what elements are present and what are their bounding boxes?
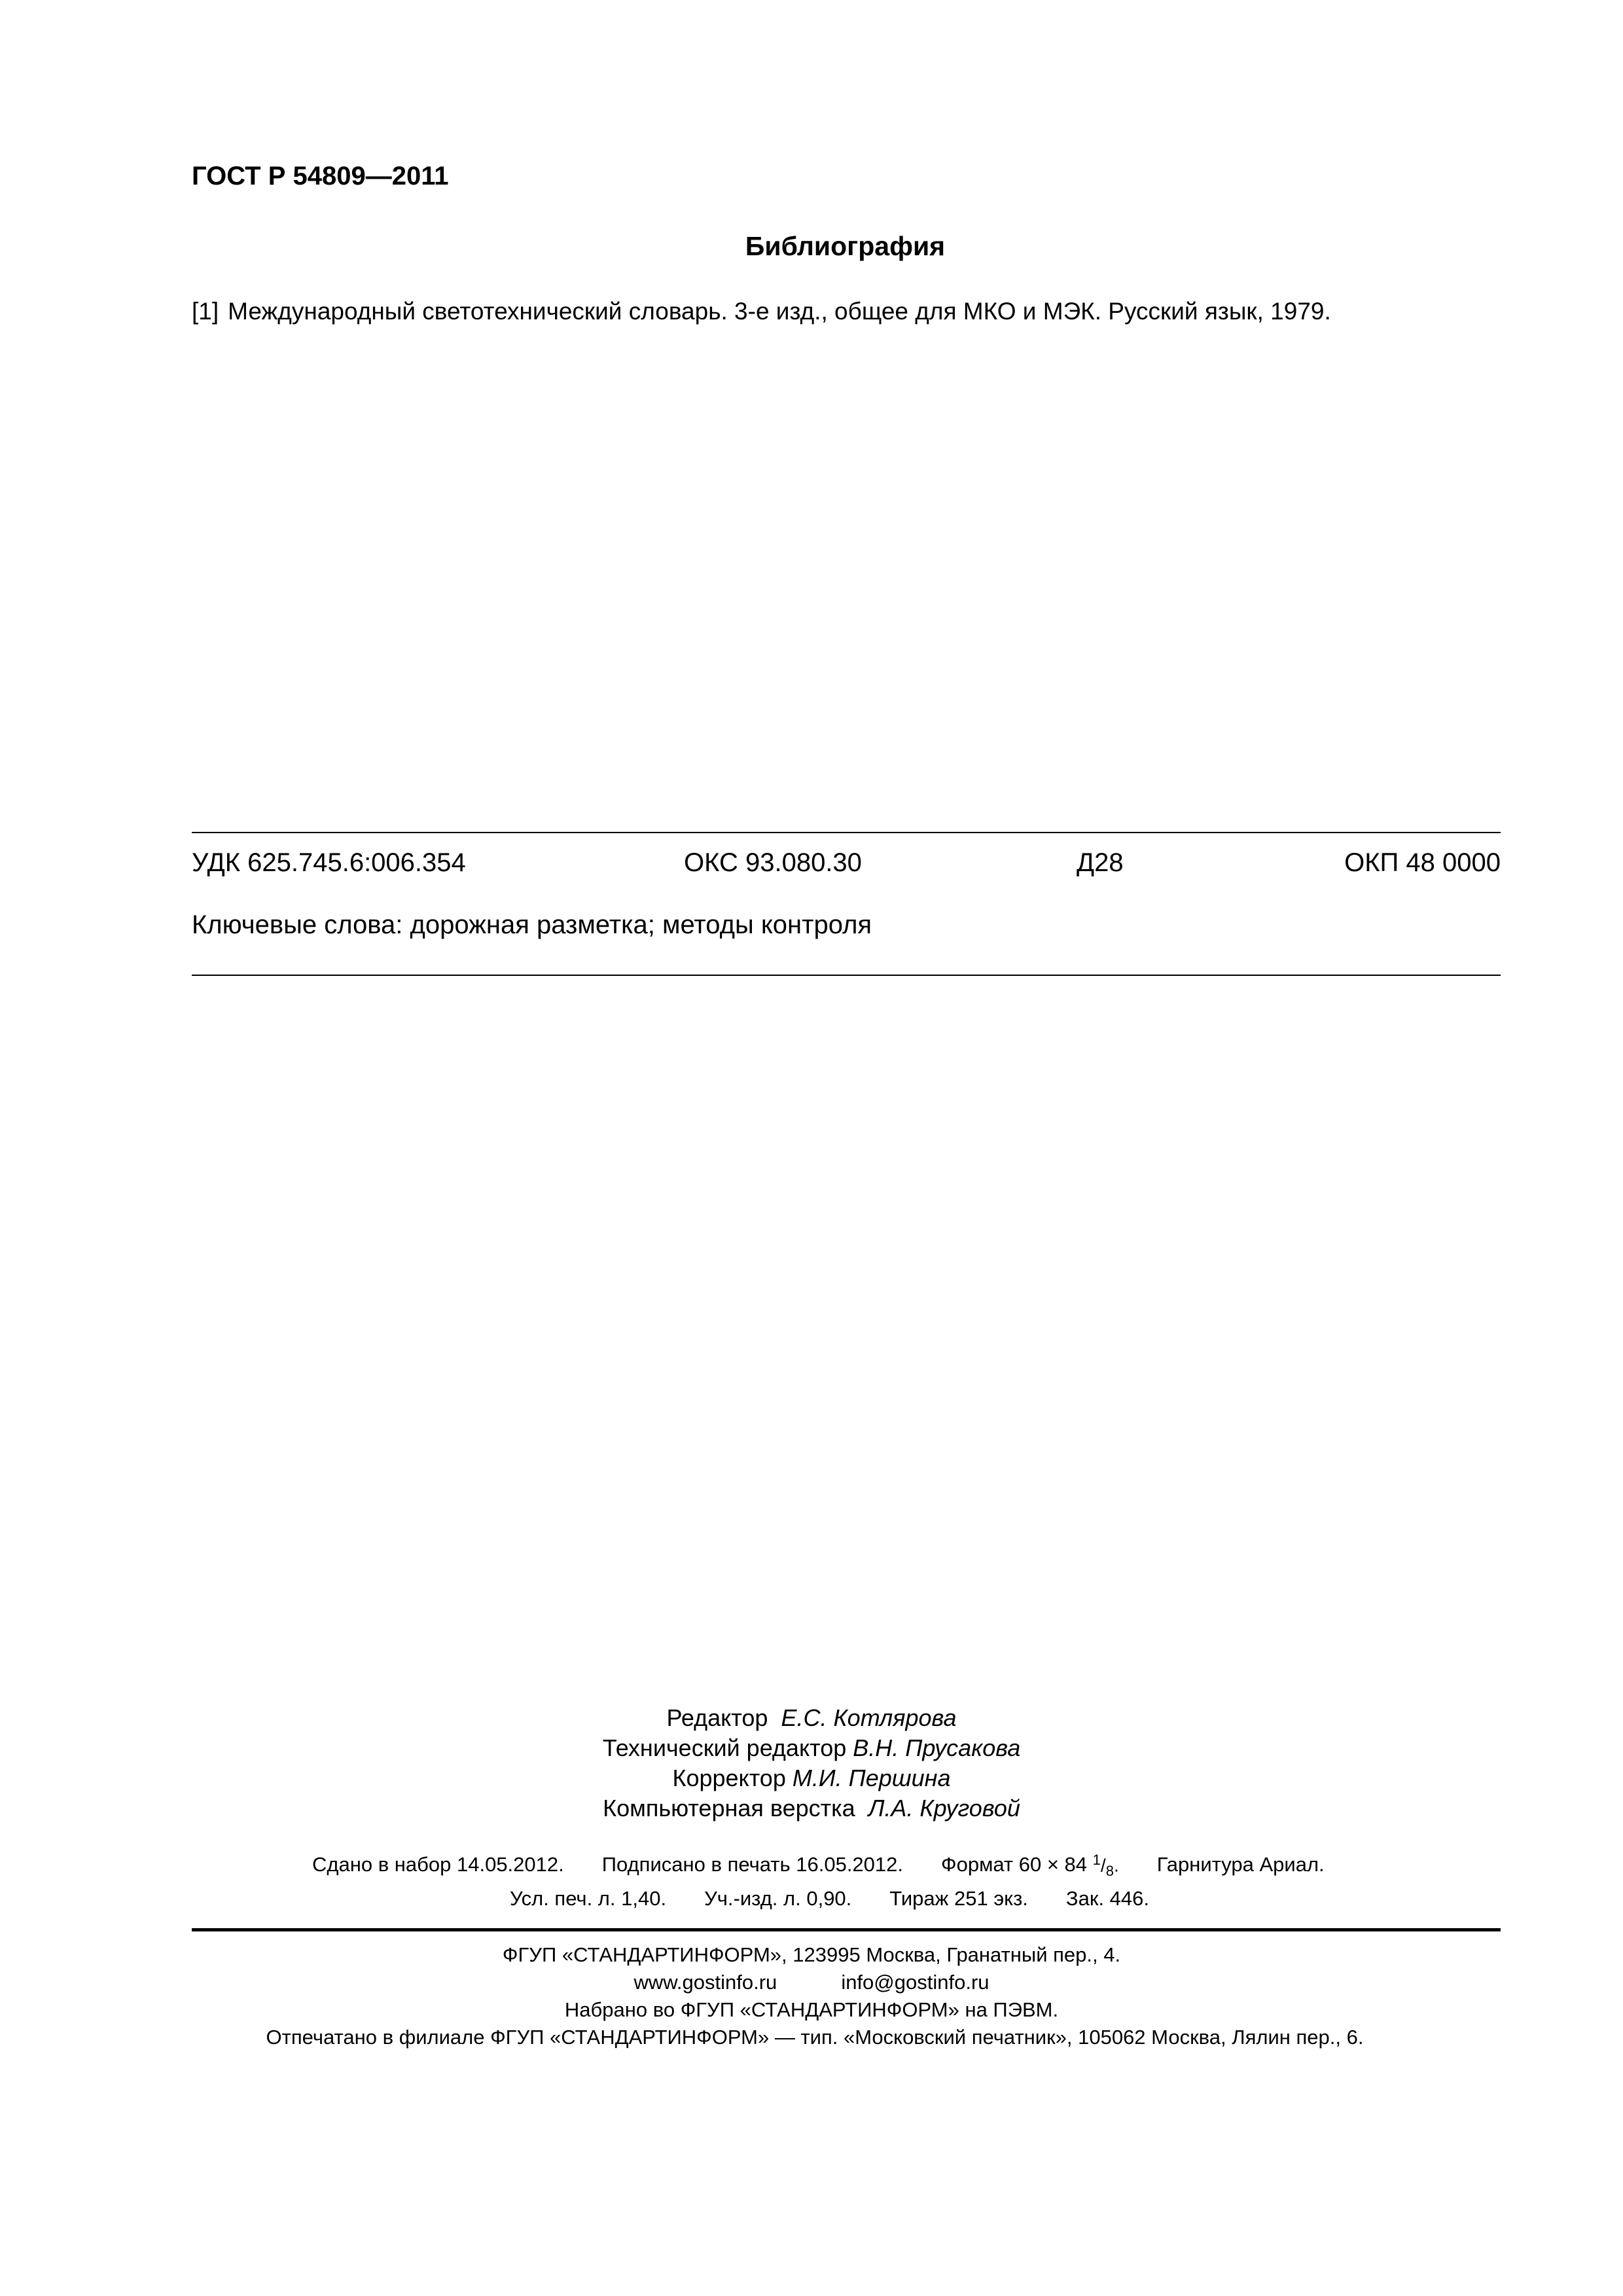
credit-editor: Редактор Е.С. Котлярова	[666, 1704, 957, 1731]
bibliography-title: Библиография	[745, 231, 946, 261]
okp-code: ОКП 48 0000	[1344, 848, 1501, 877]
bibliography-entry-text: Международный светотехнический словарь. 3-е изд., общее для МКО и МЭК. Русский язык, 1979.	[228, 298, 1331, 325]
printed-sheets: Усл. печ. л. 1,40.	[510, 1887, 667, 1910]
typeface: Гарнитура Ариал.	[1156, 1853, 1325, 1876]
credit-proofreader: Корректор М.И. Першина	[672, 1765, 951, 1791]
format: Формат 60 × 84 $^1/_8$.	[941, 1852, 1119, 1879]
bibliography-entry	[192, 298, 1331, 325]
divider-bottom	[192, 975, 1501, 976]
typeset-note: Набрано во ФГУП «СТАНДАРТИНФОРМ» на ПЭВМ.	[564, 1998, 1059, 2021]
circulation: Тираж 251 экз.	[889, 1887, 1028, 1910]
print-info-line-1	[312, 1852, 1325, 1880]
publisher-block	[0, 1941, 1623, 2051]
bibliography-entry-number: [1]	[192, 298, 219, 325]
order-number: Зак. 446.	[1065, 1887, 1150, 1910]
print-info-line-2	[510, 1887, 1149, 1910]
udk-code: УДК 625.745.6:006.354	[192, 848, 466, 877]
printed-note: Отпечатано в филиале ФГУП «СТАНДАРТИНФОРМ» — тип. «Московский печатник», 105062 Москва, Лялин пер., 6.	[266, 2026, 1364, 2049]
keywords: Ключевые слова: дорожная разметка; методы контроля	[192, 910, 872, 939]
credit-layout: Компьютерная верстка Л.А. Круговой	[603, 1795, 1020, 1821]
publisher-address: ФГУП «СТАНДАРТИНФОРМ», 123995 Москва, Гранатный пер., 4.	[502, 1943, 1121, 1966]
submitted-date: Сдано в набор 14.05.2012.	[312, 1853, 564, 1876]
divider-thick	[192, 1928, 1501, 1931]
publisher-email[interactable]: info@gostinfo.ru	[841, 1971, 990, 1994]
publisher-website[interactable]: www.gostinfo.ru	[633, 1971, 777, 1994]
document-code: ГОСТ Р 54809—2011	[192, 162, 449, 190]
signed-date: Подписано в печать 16.05.2012.	[601, 1853, 904, 1876]
credits-block	[0, 1703, 1623, 1823]
credit-tech-editor: Технический редактор В.Н. Прусакова	[602, 1734, 1021, 1761]
publisher-sheets: Уч.-изд. л. 0,90.	[704, 1887, 852, 1910]
publisher-contacts	[0, 1969, 1623, 1996]
oks-code: ОКС 93.080.30	[684, 848, 862, 877]
group-code: Д28	[1077, 848, 1124, 877]
divider-top	[192, 832, 1501, 833]
classification-row	[192, 848, 1501, 881]
